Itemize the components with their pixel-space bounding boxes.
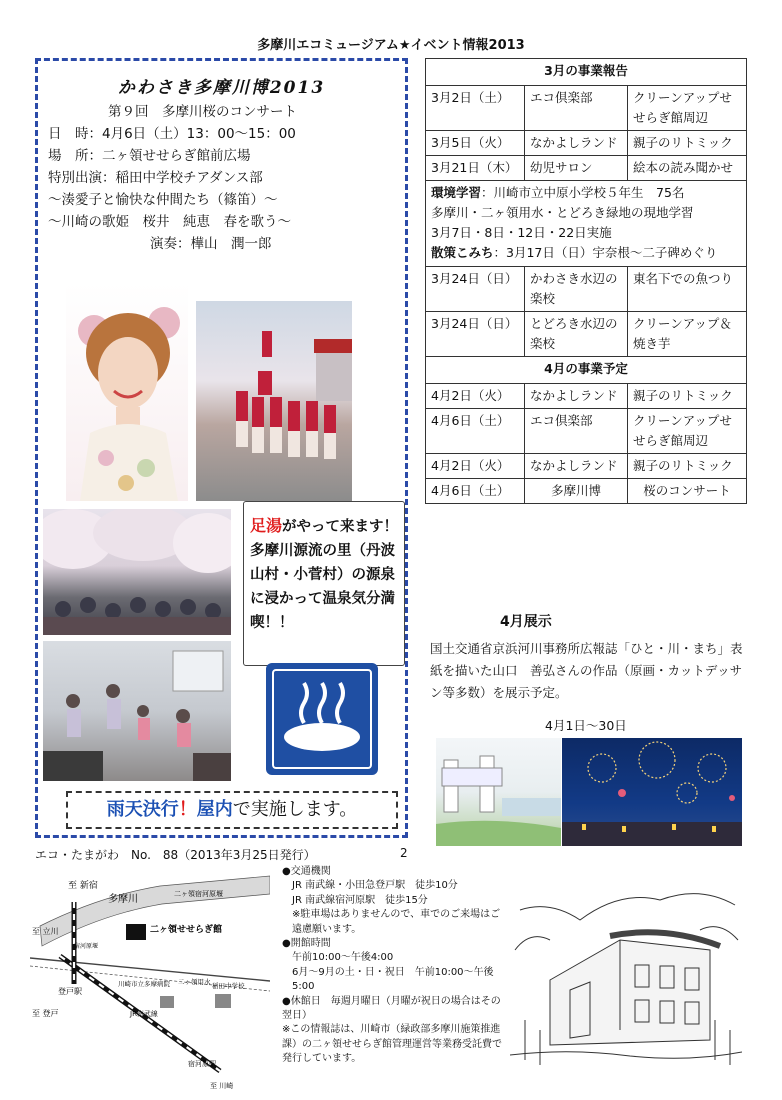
march-section-header: 3月の事業報告 xyxy=(426,59,747,86)
row-date: 3月24日（日） xyxy=(426,312,525,357)
event-line2: 〜川崎の歌姫 桜井 純恵 春を歌う〜 xyxy=(48,214,291,230)
row-activity: 親子のリトミック xyxy=(628,454,747,479)
rain-b: ！ xyxy=(178,799,197,820)
map-label-10: 至 登戸 xyxy=(32,1009,59,1018)
event-performer: 演奏：樺山 潤一郎 xyxy=(150,236,272,252)
walk-label: 散策こみち xyxy=(431,245,494,260)
row-activity: クリーンアップ＆焼き芋 xyxy=(628,312,747,357)
schedule-table xyxy=(425,58,747,504)
row-activity: 親子のリトミック xyxy=(628,384,747,409)
row-date: 4月2日（火） xyxy=(426,454,525,479)
map-label-12: 宿河原駅 xyxy=(188,1060,216,1068)
event-box xyxy=(35,58,408,838)
rain-a: 雨天決行 xyxy=(106,799,179,820)
map-label-1: 多摩川 xyxy=(108,894,138,905)
row-date: 3月24日（日） xyxy=(426,267,525,312)
map-label-11: JR南武線 xyxy=(130,1010,158,1018)
row-activity: 絵本の読み聞かせ xyxy=(628,156,747,181)
map-label-4: 二ヶ領せせらぎ館 xyxy=(150,925,223,935)
row-date: 4月6日（土） xyxy=(426,479,525,504)
row-group: かわさき水辺の楽校 xyxy=(525,267,628,312)
exhibit-title: 4月展示 xyxy=(500,614,552,630)
info-line: 6月〜9月の土・日・祝日 午前10:00〜午後5:00 xyxy=(292,966,494,993)
row-group: なかよしランド xyxy=(525,384,628,409)
info-line: 午前10:00〜午後4:00 xyxy=(292,952,394,964)
map-label-9: 稲田中学校 xyxy=(212,982,245,990)
info-line: ※駐車場はありませんので、車でのご来場はご遠慮願います。 xyxy=(292,909,501,935)
river-gate-artwork xyxy=(436,738,561,846)
table-row xyxy=(426,156,747,181)
env-label: 環境学習 xyxy=(431,185,482,200)
table-row xyxy=(426,409,747,454)
access-map xyxy=(30,866,270,1091)
event-subtitle: 第９回 多摩川桜のコンサート xyxy=(108,104,297,120)
page-header: 多摩川エコミュージアム★イベント情報2013 xyxy=(257,38,525,53)
row-group: とどろき水辺の楽校 xyxy=(525,312,628,357)
table-row xyxy=(426,454,747,479)
map-label-7: 川崎市立多摩病院 xyxy=(118,980,170,988)
table-row xyxy=(426,131,747,156)
exhibit-date: 4月1日〜30日 xyxy=(545,718,627,733)
map-label-5: 至 立川 xyxy=(32,927,59,936)
info-line: JR 南武線・小田急登戸駅 徒歩10分 xyxy=(292,880,458,892)
april-section-header: 4月の事業予定 xyxy=(426,357,747,384)
row-group: エコ倶楽部 xyxy=(525,86,628,131)
row-date: 3月5日（火） xyxy=(426,131,525,156)
map-label-2: 二ヶ領宿河原堰 xyxy=(174,890,223,898)
access-info xyxy=(282,865,507,1067)
info-line: ●交通機関 xyxy=(282,866,331,877)
row-date: 4月6日（土） xyxy=(426,409,525,454)
foot-bath-label: 足湯 xyxy=(250,516,283,535)
table-row xyxy=(426,86,747,131)
row-activity: クリーンアップせせらぎ館周辺 xyxy=(628,86,747,131)
fireworks-artwork xyxy=(562,738,742,846)
singer-photo xyxy=(66,283,188,501)
row-group: なかよしランド xyxy=(525,131,628,156)
map-label-0: 至 新宿 xyxy=(68,881,98,891)
row-date: 4月2日（火） xyxy=(426,384,525,409)
table-row xyxy=(426,267,747,312)
row-activity: 東名下での魚つり xyxy=(628,267,747,312)
row-activity: 桜のコンサート xyxy=(628,479,747,504)
exhibit-text: 国土交通省京浜河川事務所広報誌「ひと・川・まち」表紙を描いた山口 善弘さんの作品（原画・カットデッサン等多数）を展示予定。 xyxy=(430,641,743,700)
info-line: ●休館日 毎週月曜日（月曜が祝日の場合はその翌日） xyxy=(282,995,501,1022)
row-activity: クリーンアップせせらぎ館周辺 xyxy=(628,409,747,454)
row-activity: 親子のリトミック xyxy=(628,131,747,156)
indoor-rhythmic-photo xyxy=(43,641,231,781)
row-date: 3月21日（木） xyxy=(426,156,525,181)
walk-text: ：3月17日（日）宇奈根〜二子碑めぐり xyxy=(493,245,718,260)
env-line3: 3月7日・8日・12日・22日実施 xyxy=(431,225,612,240)
event-title: かわさき多摩川博2013 xyxy=(117,78,326,98)
info-line: ※この情報誌は、川崎市（緑政部多摩川施策推進課）の二ヶ領せせらぎ館管理運営等業務受託費で発行しています。 xyxy=(282,1024,502,1065)
foot-bath-text: がやって来ます！多摩川源流の里（丹波山村・小菅村）の源泉に浸かって温泉気分満喫！！ xyxy=(250,519,399,631)
info-line: JR 南武線宿河原駅 徒歩15分 xyxy=(292,894,428,906)
hot-spring-icon xyxy=(266,663,378,775)
table-row xyxy=(426,479,747,504)
event-line1: 〜湊愛子と愉快な仲間たち（篠笛）〜 xyxy=(48,192,278,208)
rain-d: で実施します。 xyxy=(232,799,358,820)
row-group: 幼児サロン xyxy=(525,156,628,181)
map-label-3: 宿河原堰 xyxy=(74,943,99,950)
row-group: エコ倶楽部 xyxy=(525,409,628,454)
learning-notes xyxy=(426,181,747,267)
rain-c: 屋内 xyxy=(196,799,233,820)
env-line2: 多摩川・二ヶ領用水・とどろき緑地の現地学習 xyxy=(431,205,694,220)
table-row xyxy=(426,312,747,357)
event-datetime: 日 時：4月6日（土）13：00〜15：00 xyxy=(48,126,296,142)
event-place: 場 所：二ヶ領せせらぎ館前広場 xyxy=(48,148,251,164)
rain-notice xyxy=(66,791,398,829)
event-special: 特別出演：稲田中学校チアダンス部 xyxy=(48,170,263,186)
map-label-6: 登戸駅 xyxy=(58,987,82,996)
map-label-13: 至 川崎 xyxy=(210,1082,234,1090)
cherry-blossom-crowd-photo xyxy=(43,509,231,635)
row-group: 多摩川博 xyxy=(525,479,628,504)
issue-info: エコ・たまがわ No. 88（2013年3月25日発行） xyxy=(35,848,316,862)
row-group: なかよしランド xyxy=(525,454,628,479)
map-label-8: 二ヶ領用水 xyxy=(178,978,211,986)
table-row xyxy=(426,181,747,267)
table-row xyxy=(426,384,747,409)
seseragi-building-illustration xyxy=(510,870,742,1080)
info-line: ●開館時間 xyxy=(282,938,331,950)
row-date: 3月2日（土） xyxy=(426,86,525,131)
foot-bath-notice xyxy=(243,501,405,666)
cheerleader-photo xyxy=(196,301,352,501)
env-text: ：川崎市立中原小学校５年生 75名 xyxy=(481,185,685,200)
page-number: 2 xyxy=(400,846,408,860)
